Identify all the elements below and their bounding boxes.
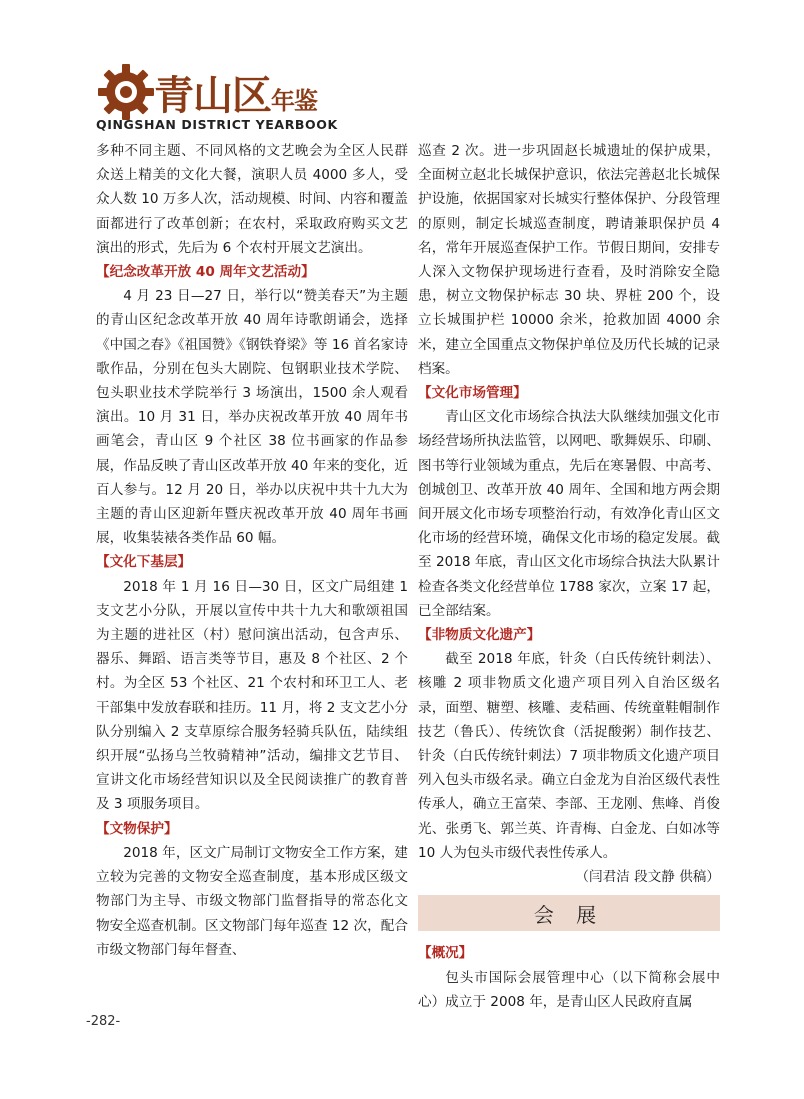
paragraph: 包头市国际会展管理中心（以下简称会展中心）成立于 2008 年，是青山区人民政府直属 (418, 969, 720, 1010)
subheading: 【文化市场管理】 (418, 385, 527, 402)
page-number: -282- (86, 1014, 121, 1029)
paragraph: 巡查 2 次。进一步巩固赵长城遗址的保护成果，全面树立赵北长城保护意识，依法完善赵北长城保护设施，依据国家对长城实行整体保护、分段管理的原则，制定长城巡查制度，聘请兼职保护员 4 名，常年开展巡查保护工作。节假日期间，安排专人深入文物保护现场进行查看，及时消除安全隐患，树立文物保护标志 30 块、界桩 200 个，设立长城围护栏 10000 余米，抢救加固 4000 余米，建立全国重点文物保护单位及历代长城的记录档案。 (418, 143, 720, 377)
subheading: 【概况】 (418, 945, 473, 962)
subheading: 【纪念改革开放 40 周年文艺活动】 (96, 264, 315, 281)
gear-logo-icon (96, 62, 156, 122)
paragraph: 4 月 23 日—27 日，举行以“赞美春天”为主题的青山区纪念改革开放 40 周年诗歌朗诵会，选择《中国之春》《祖国赞》《钢铁脊梁》等 16 首名家诗歌作品，分别在包头大剧院、包钢职业技术学院、包头职业技术学院举行 3 场演出，1500 余人观看演出。10 月 31 日，举办庆祝改革开放 40 周年书画笔会，青山区 9 个社区 38 位书画家的作品参展，作品反映了青山区改革开放 40 年来的变化，近百人参与。12 月 20 日，举办以庆祝中共十九大为主题的青山区迎新年暨庆祝改革开放 40 周年书画展，收集装裱各类作品 60 幅。 (96, 288, 408, 547)
subheading: 【文化下基层】 (96, 554, 192, 571)
contributor-credit: （闫君洁 段文静 供稿） (575, 869, 720, 886)
paragraph: 多种不同主题、不同风格的文艺晚会为全区人民群众送上精美的文化大餐，演职人员 4000 多人，受众人数 10 万多人次，活动规模、时间、内容和覆盖面都进行了改革创新；在农村，采取政府购买文艺演出的形式，先后为 6 个农村开展文艺演出。 (96, 143, 408, 256)
yearbook-title (154, 64, 317, 119)
paragraph: 2018 年 1 月 16 日—30 日，区文广局组建 1 支文艺小分队，开展以宣传中共十九大和歌颂祖国为主题的进社区（村）慰问演出活动，包含声乐、器乐、舞蹈、语言类等节目，惠及 8 个社区、2 个村。为全区 53 个社区、21 个农村和环卫工人、老干部集中发放春联和挂历。11 月，将 2 支文艺小分队分别编入 2 支草原综合服务轻骑兵队伍，陆续组织开展“弘扬乌兰牧骑精神”活动，编排文艺节目、宣讲文化市场经营知识以及全民阅读推广的教育普及 3 项服务项目。 (96, 578, 408, 813)
section-title: 会 展 (533, 902, 605, 927)
paragraph: 2018 年，区文广局制订文物安全工作方案，建立较为完善的文物安全巡查制度，基本形成区级文物部门为主导、市级文物部门监督指导的常态化文物安全巡查机制。区文物部门每年巡查 12 次，配合市级文物部门每年督查、 (96, 844, 408, 958)
right-column (418, 139, 720, 1014)
left-column (96, 139, 408, 962)
subheading: 【非物质文化遗产】 (418, 627, 541, 644)
paragraph: 截至 2018 年底，针灸（白氏传统针刺法）、核雕 2 项非物质文化遗产项目列入自治区级名录，面塑、糖塑、核雕、麦秸画、传统童鞋帽制作技艺（鲁氏）、传统饮食（活捉酸粥）制作技艺、针灸（白氏传统针刺法）7 项非物质文化遗产项目列入包头市级名录。确立白金龙为自治区级代表性传承人，确立王富荣、李部、王龙刚、焦峰、肖俊光、张勇飞、郭兰英、许青梅、白金龙、白如冰等 10 人为包头市级代表性传承人。 (418, 651, 720, 861)
yearbook-subtitle: QINGSHAN DISTRICT YEARBOOK (96, 117, 338, 132)
paragraph: 青山区文化市场综合执法大队继续加强文化市场经营场所执法监管，以网吧、歌舞娱乐、印刷、图书等行业领域为重点，先后在寒暑假、中高考、创城创卫、改革开放 40 周年、全国和地方两会期间开展文化市场专项整治行动，有效净化青山区文化市场的经营环境，确保文化市场的稳定发展。截至 2018 年底，青山区文化市场综合执法大队累计检查各类文化经营单位 1788 家次，立案 17 起，已全部结案。 (418, 409, 720, 619)
title-suffix: 年鉴 (271, 86, 317, 115)
page-header (0, 0, 804, 140)
section-banner (418, 895, 720, 931)
subheading: 【文物保护】 (96, 820, 178, 837)
title-main: 青山区 (154, 72, 271, 119)
